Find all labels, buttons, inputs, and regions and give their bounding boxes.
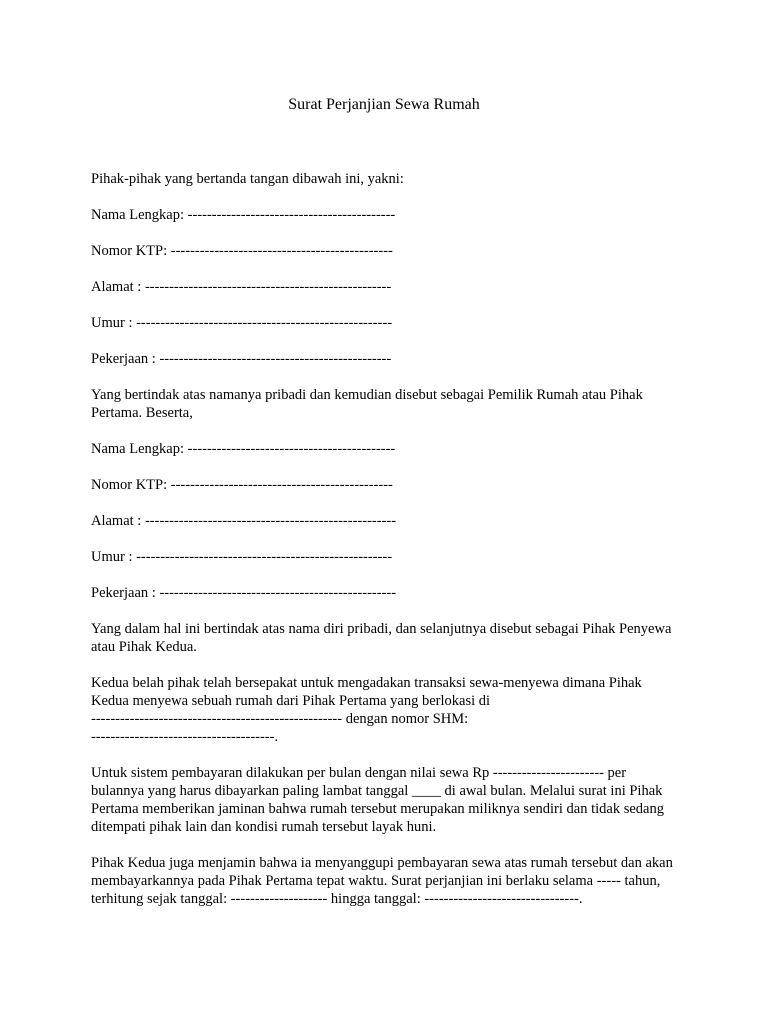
party1-umur-field: Umur : ----------------------------------------------------- <box>91 315 393 331</box>
payment-paragraph: Untuk sistem pembayaran dilakukan per bulan dengan nilai sewa Rp ----------------------- per bulannya yang harus dibayarkan paling lambat tanggal ____ di awal bulan. Melalui surat ini Pihak Pertama memberikan jaminan bahwa rumah tersebut merupakan miliknya sendiri dan tidak sedang ditempati pihak lain dan kondisi rumah tersebut layak huni. <box>91 765 664 835</box>
location-paragraph <box>91 674 681 746</box>
party1-alamat-field: Alamat : --------------------------------------------------- <box>91 279 392 295</box>
location-shm-line: --------------------------------------. <box>91 729 279 745</box>
party1-description: Yang bertindak atas namanya pribadi dan kemudian disebut sebagai Pemilik Rumah atau Pihak Pertama. Beserta, <box>91 387 643 421</box>
party2-pekerjaan-field: Pekerjaan : ------------------------------------------------- <box>91 585 397 601</box>
guarantee-paragraph: Pihak Kedua juga menjamin bahwa ia menyanggupi pembayaran sewa atas rumah tersebut dan akan membayarkannya pada Pihak Pertama tepat waktu. Surat perjanjian ini berlaku selama ----- tahun, terhitung sejak tanggal: -------------------- hingga tanggal: --------------------------------. <box>91 855 673 907</box>
party1-pekerjaan-field: Pekerjaan : ------------------------------------------------ <box>91 351 392 367</box>
party2-description: Yang dalam hal ini bertindak atas nama diri pribadi, dan selanjutnya disebut sebagai Pihak Penyewa atau Pihak Kedua. <box>91 621 672 655</box>
party1-ktp-field: Nomor KTP: ---------------------------------------------- <box>91 243 393 259</box>
location-text: Kedua belah pihak telah bersepakat untuk mengadakan transaksi sewa-menyewa dimana Pihak Kedua menyewa sebuah rumah dari Pihak Pertama yang berlokasi di <box>91 675 642 709</box>
document-title: Surat Perjanjian Sewa Rumah <box>288 96 480 113</box>
document-body <box>91 170 681 926</box>
party2-umur-field: Umur : ----------------------------------------------------- <box>91 549 393 565</box>
party2-ktp-field: Nomor KTP: ---------------------------------------------- <box>91 477 393 493</box>
party2-alamat-field: Alamat : ---------------------------------------------------- <box>91 513 397 529</box>
location-address-line: ---------------------------------------------------- dengan nomor SHM: <box>91 711 469 727</box>
intro-paragraph: Pihak-pihak yang bertanda tangan dibawah ini, yakni: <box>91 171 404 187</box>
party1-nama-field: Nama Lengkap: ------------------------------------------- <box>91 207 396 223</box>
party2-nama-field: Nama Lengkap: ------------------------------------------- <box>91 441 396 457</box>
